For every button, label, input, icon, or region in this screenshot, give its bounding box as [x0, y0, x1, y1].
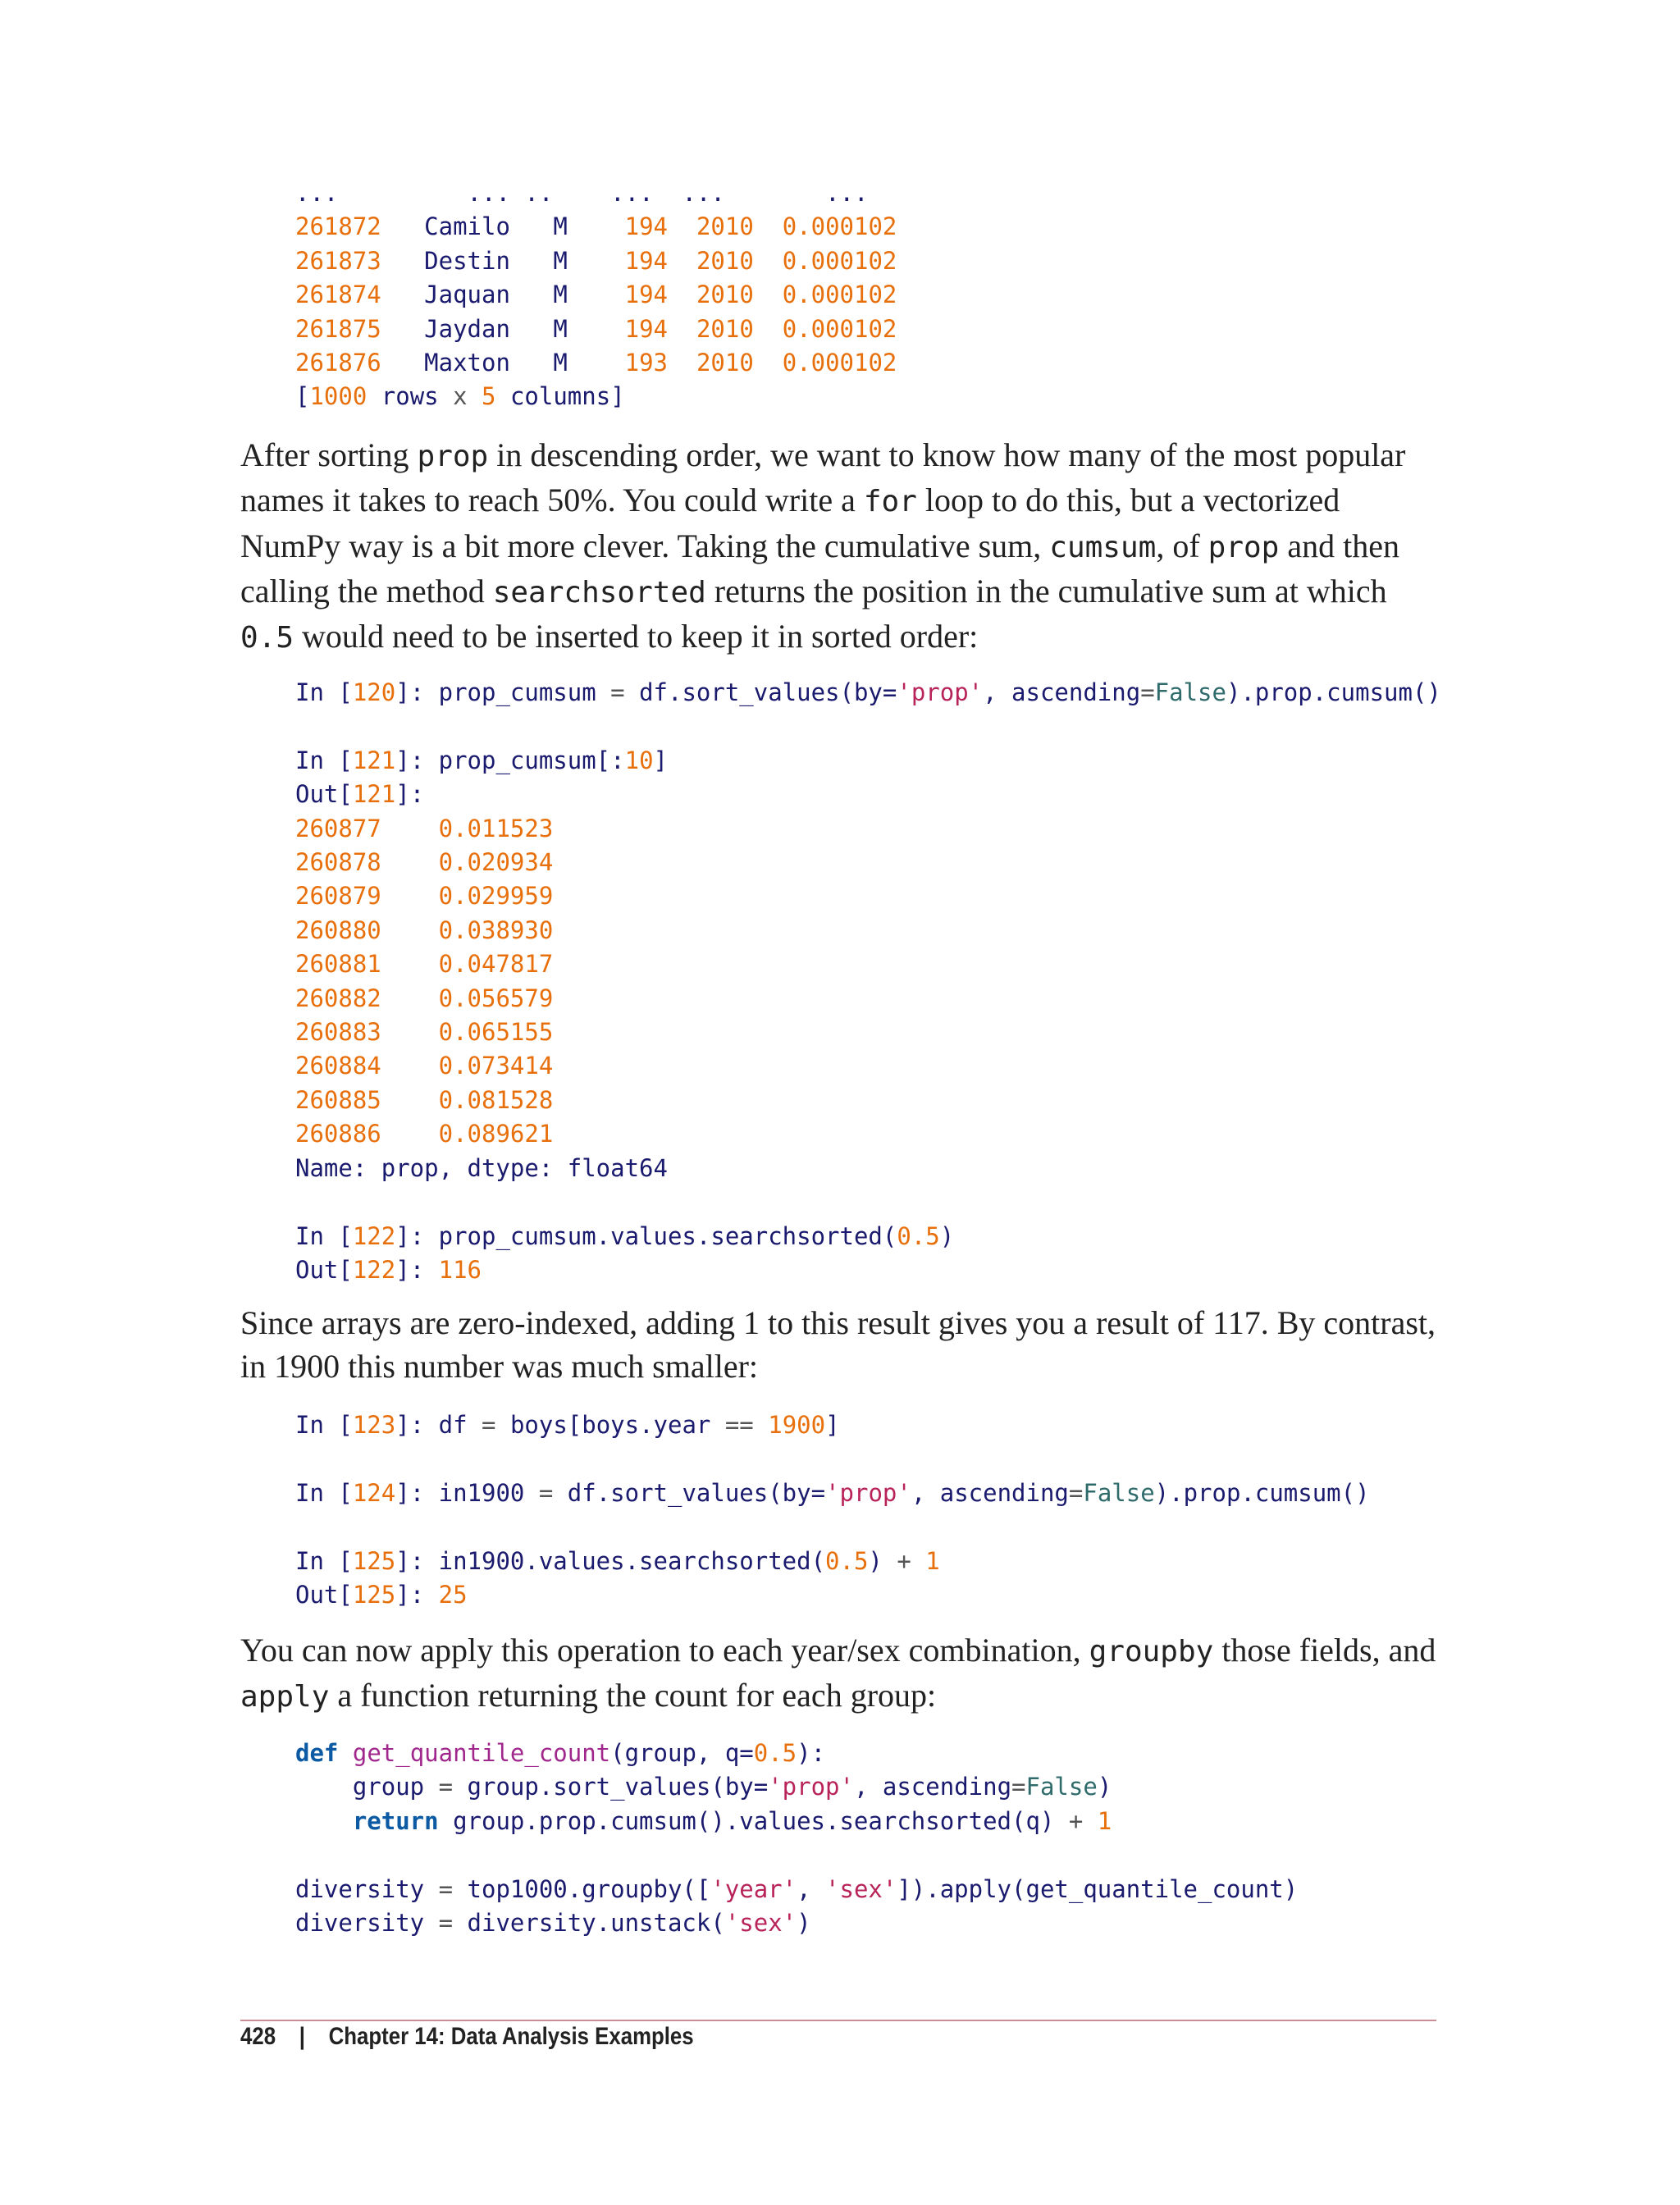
series-row: 260884 0.073414 [295, 1052, 554, 1080]
code-line-return: return group.prop.cumsum().values.searchsorted(q) + 1 [352, 1806, 1112, 1835]
ellipsis-row: ... ... .. ... ... ... [295, 179, 869, 207]
code-block-quantile-count [295, 1737, 1298, 1940]
code-line-unstack: diversity = diversity.unstack('sex') [295, 1909, 811, 1938]
code-line-def: def get_quantile_count(group, q=0.5): [295, 1739, 826, 1767]
series-row: 260886 0.089621 [295, 1120, 554, 1148]
dataframe-output-tail [295, 176, 897, 414]
paragraph-groupby-apply: You can now apply this operation to each year/sex combination, groupby those fields, and apply a function returning the count for each group: [240, 1632, 1436, 1714]
series-footer: Name: prop, dtype: float64 [295, 1153, 668, 1182]
code-line-in124: In [124]: in1900 = df.sort_values(by='prop', ascending=False).prop.cumsum() [295, 1478, 1370, 1507]
code-line-in123: In [123]: df = boys[boys.year == 1900] [295, 1411, 840, 1439]
series-row: 260881 0.047817 [295, 950, 554, 979]
page-number: 428 [240, 2023, 276, 2050]
footer-separator: | [299, 2023, 305, 2050]
table-row: 261876 Maxton M 193 2010 0.000102 [295, 349, 897, 377]
table-row: 261873 Destin M 194 2010 0.000102 [295, 246, 897, 275]
series-row: 260885 0.081528 [295, 1085, 554, 1114]
page-footer [240, 2023, 694, 2051]
series-row: 260879 0.029959 [295, 882, 554, 911]
series-row: 260877 0.011523 [295, 814, 554, 842]
code-line-in122: In [122]: prop_cumsum.values.searchsorted(0.5) [295, 1221, 955, 1250]
code-line-in121: In [121]: prop_cumsum[:10] [295, 746, 668, 774]
code-line-out122: Out[122]: 116 [295, 1255, 482, 1284]
series-row: 260882 0.056579 [295, 984, 554, 1012]
paragraph-cumsum-explanation: After sorting prop in descending order, we want to know how many of the most popular names it takes to reach 50%. You could write a for loop to do this, but a vectorized NumPy way is a bit more clever. Taking the cumulative sum, cumsum, of prop and then calling the method searchsorted returns the position in the cumulative sum at which 0.5 would need to be inserted to keep it in sorted order: [240, 436, 1406, 655]
table-row: 261872 Camilo M 194 2010 0.000102 [295, 212, 897, 241]
code-line-out125: Out[125]: 25 [295, 1581, 468, 1609]
series-row: 260878 0.020934 [295, 848, 554, 877]
code-block-prop-cumsum [295, 676, 1441, 1287]
series-row: 260883 0.065155 [295, 1018, 554, 1047]
chapter-title: Chapter 14: Data Analysis Examples [328, 2023, 694, 2050]
dataframe-shape: [1000 rows x 5 columns] [295, 382, 625, 411]
code-line-out121: Out[121]: [295, 780, 425, 809]
code-block-1900 [295, 1408, 1370, 1612]
footer-rule [240, 2020, 1436, 2021]
series-row: 260880 0.038930 [295, 915, 554, 944]
table-row: 261875 Jaydan M 194 2010 0.000102 [295, 314, 897, 343]
code-line-in120: In [120]: prop_cumsum = df.sort_values(by='prop', ascending=False).prop.cumsum() [295, 678, 1441, 706]
code-line-sort: group = group.sort_values(by='prop', ascending=False) [352, 1773, 1112, 1801]
paragraph-zero-indexed: Since arrays are zero-indexed, adding 1 to this result gives you a result of 117. By contrast, in 1900 this number was much smaller: [240, 1304, 1436, 1386]
code-line-in125: In [125]: in1900.values.searchsorted(0.5) + 1 [295, 1546, 940, 1575]
code-line-groupby: diversity = top1000.groupby(['year', 'sex']).apply(get_quantile_count) [295, 1874, 1299, 1903]
table-row: 261874 Jaquan M 194 2010 0.000102 [295, 281, 897, 309]
